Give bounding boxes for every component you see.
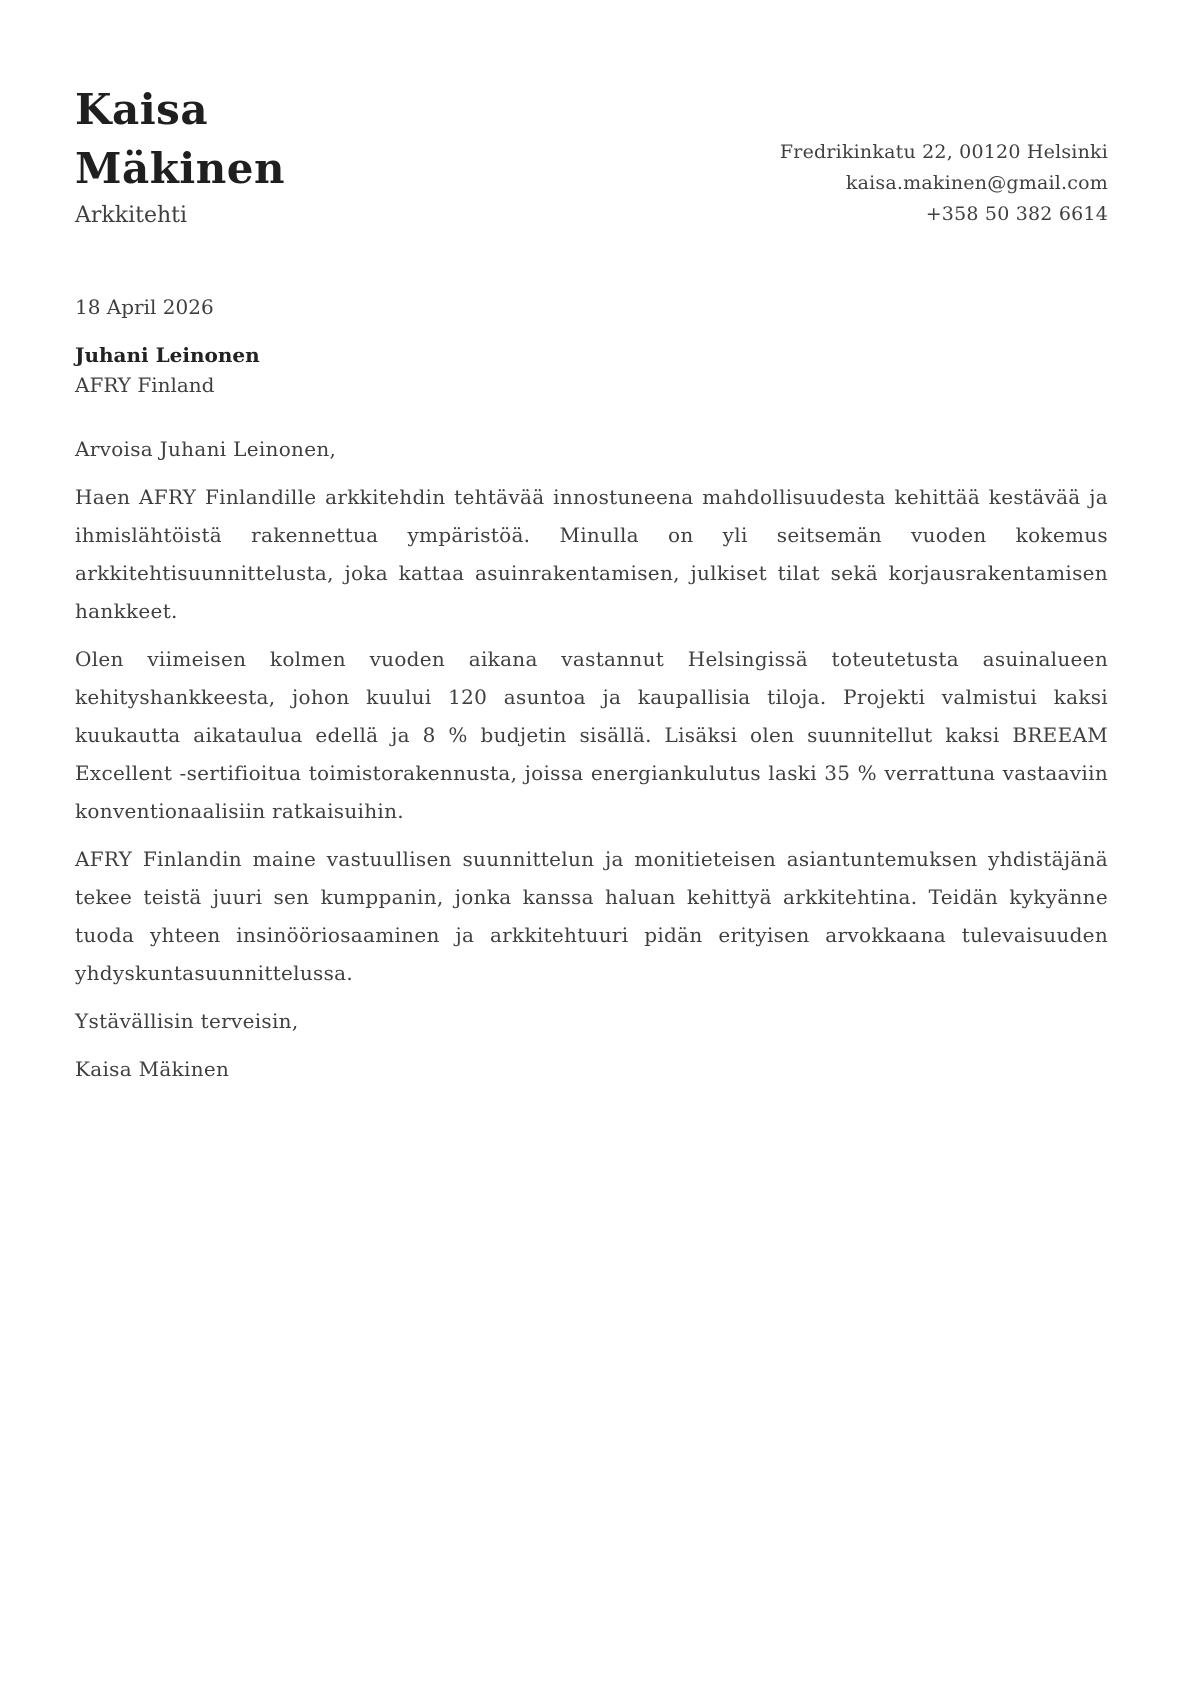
body-paragraph-2: Olen viimeisen kolmen vuoden aikana vastannut Helsingissä toteutetusta asuinalueen kehityshankkeesta, johon kuului 120 asuntoa ja kaupallisia tiloja. Projekti valmistui kaksi kuukautta aikataulua edellä ja 8 % budjetin sisällä. Lisäksi olen suunnitellut kaksi BREEAM Excellent -sertifioitua toimistorakennusta, joissa energiankulutus laski 35 % verrattuna vastaaviin konventionaalisiin ratkaisuihin. xyxy=(75,647,1108,823)
recipient-block xyxy=(75,340,1108,400)
body-paragraph-1: Haen AFRY Finlandille arkkitehdin tehtävää innostuneena mahdollisuudesta kehittää kestävää ja ihmislähtöistä rakennettua ympäristöä. Minulla on yli seitsemän vuoden kokemus arkkitehtisuunnittelusta, joka kattaa asuinrakentamisen, julkiset tilat sekä korjausrakentamisen hankkeet. xyxy=(75,485,1108,623)
contact-info-block xyxy=(780,137,1108,230)
author-job-title: Arkkitehti xyxy=(75,203,188,228)
letter-header xyxy=(75,80,1108,230)
contact-email: kaisa.makinen@gmail.com xyxy=(845,172,1108,194)
author-last-name: Mäkinen xyxy=(75,144,286,193)
recipient-name: Juhani Leinonen xyxy=(75,343,260,367)
contact-address: Fredrikinkatu 22, 00120 Helsinki xyxy=(779,141,1108,163)
contact-phone: +358 50 382 6614 xyxy=(925,203,1108,225)
letter-body xyxy=(75,292,1108,1088)
signature-name: Kaisa Mäkinen xyxy=(75,1057,230,1081)
author-first-name: Kaisa xyxy=(75,85,209,134)
author-name xyxy=(75,80,285,198)
letter-date: 18 April 2026 xyxy=(75,295,214,319)
recipient-company: AFRY Finland xyxy=(75,373,215,397)
greeting-line: Arvoisa Juhani Leinonen, xyxy=(75,437,337,461)
closing-line: Ystävällisin terveisin, xyxy=(75,1009,299,1033)
author-identity-block xyxy=(75,80,285,230)
body-paragraph-3: AFRY Finlandin maine vastuullisen suunnittelun ja monitieteisen asiantuntemuksen yhdistäjänä tekee teistä juuri sen kumppanin, jonka kanssa haluan kehittyä arkkitehtina. Teidän kykyänne tuoda yhteen insinööriosaaminen ja arkkitehtuuri pidän erityisen arvokkaana tulevaisuuden yhdyskuntasuunnittelussa. xyxy=(75,847,1108,985)
